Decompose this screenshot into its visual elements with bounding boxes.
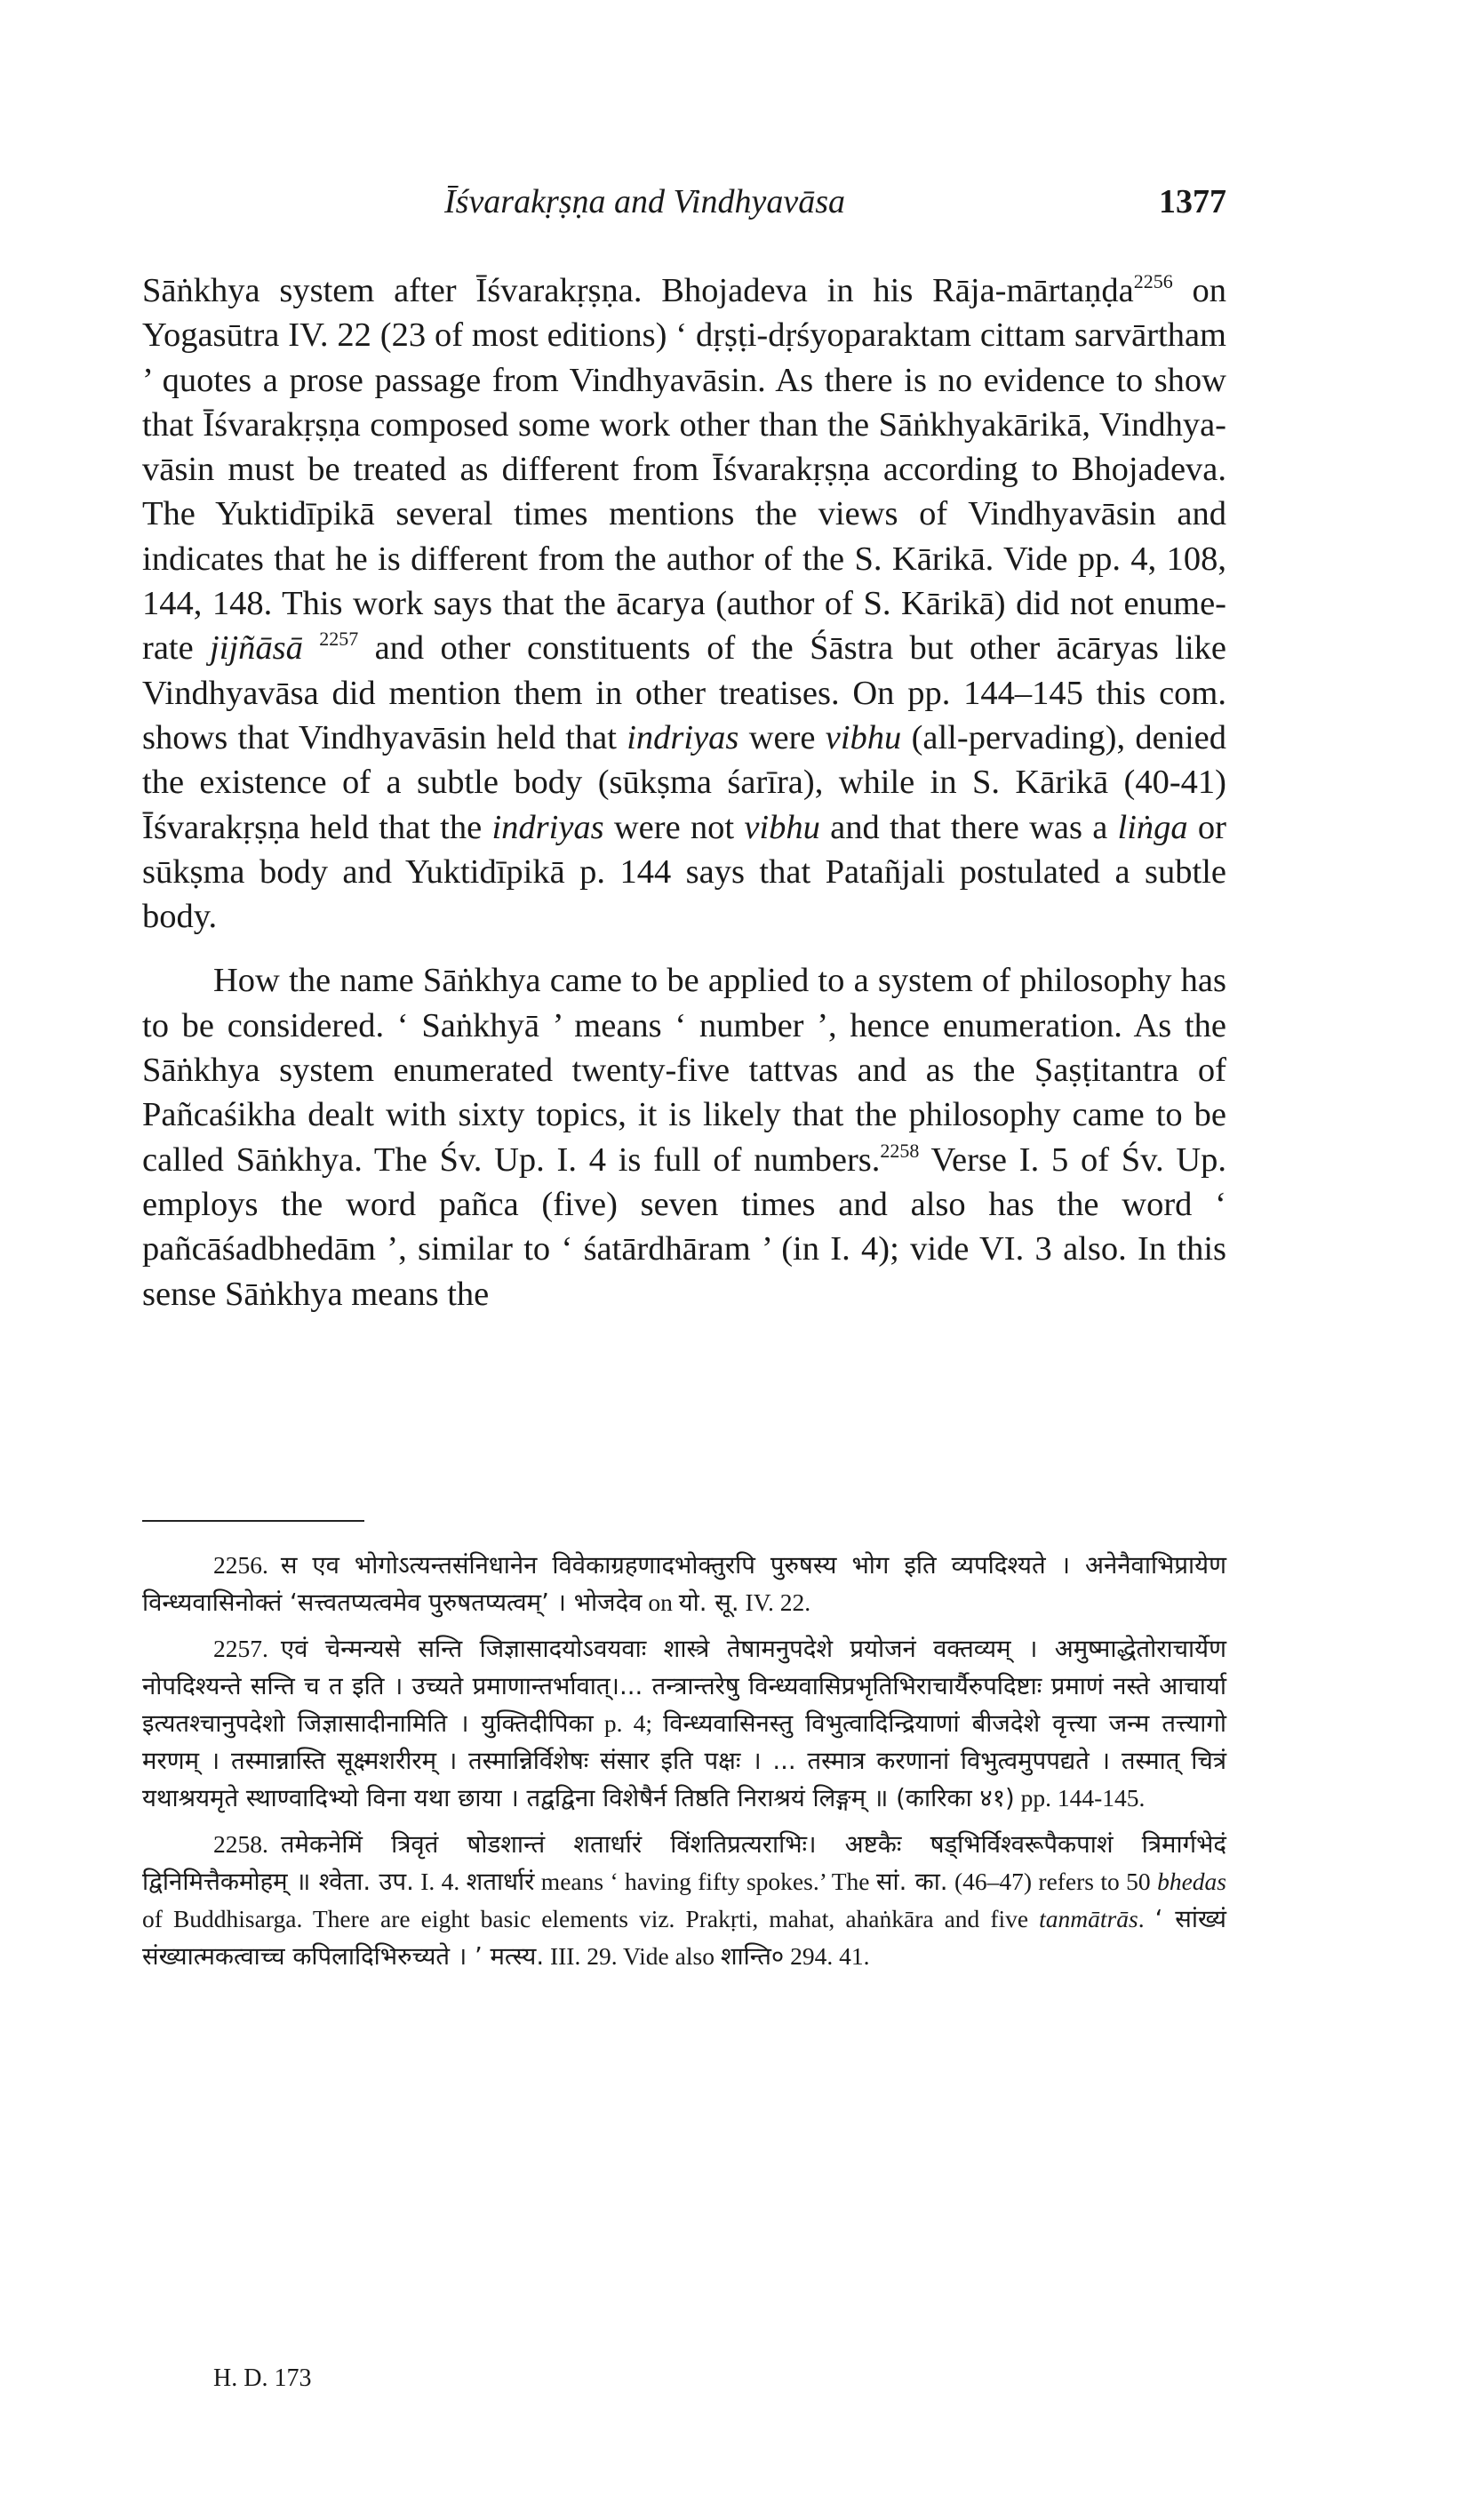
text-run: or sūkṣma body and Yuktidīpikā p. 144 says that Patañjali postulated a subtle body.: [142, 808, 1226, 936]
italic-term: liṅga: [1117, 808, 1188, 846]
text-run: and that there was a: [819, 808, 1118, 846]
paragraph: [142, 268, 1226, 939]
running-head: [142, 182, 1226, 236]
text-run: [303, 629, 319, 667]
footnote-ref: 2256: [1133, 270, 1173, 292]
footnote-number: 2256.: [213, 1551, 268, 1579]
devanagari-text: स एव भोगोऽत्यन्तसंनिधानेन विवेकाग्रहणादभोक्तुरपि पुरुषस्य भोग इति व्यपदिश्यते । अनेनैवाभिप्रायेण विन्ध्यवासिनोक्तं ‘सत्त्वतप्यत्वमेव पुरुषतप्यत्वम्’ । भोजदेव: [142, 1551, 1226, 1617]
devanagari-text: शान्ति०: [720, 1942, 785, 1971]
text-run: Verse I. 5 of Śv. Up. employs the word pañca (five) seven times and also has the word ‘ pañcāśadbhedām ’, similar to ‘ śatārdhāram ’ (in I. 4); vide VI. 3 also. In this sense Sāṅkhya means the: [142, 1140, 1226, 1313]
italic-term: vibhu: [825, 718, 902, 756]
italic-term: indriyas: [491, 808, 604, 846]
devanagari-text: तमेकनेमिं त्रिवृतं षोडशान्तं शतार्धारं विंशतिप्रत्यराभिः। अष्टकैः षड्भिर्विश्वरूपैकपाशं त्रिमार्गभेदं द्विनिमित्तैकमोहम् ॥ श्वेता. उप.: [142, 1830, 1226, 1896]
devanagari-text: एवं चेन्मन्यसे सन्ति जिज्ञासादयोऽवयवाः शास्त्रे तेषामनुपदेशे प्रयोजनं वक्तव्यम् । अमुष्माद्धेतोराचार्येण नोपदिश्यन्ते सन्ति च त इति । उच्यते प्रमाणान्तर्भावात्।... तन्त्रान्तरेषु विन्ध्यवासिप्रभृतिभिराचार्यैरुपदिष्टाः प्रमाणं नस्ते आचार्या इत्यतश्चानुपदेशो जिज्ञासादीनामिति । युक्तिदीपिका: [142, 1635, 1226, 1738]
italic-term: indriyas: [627, 718, 739, 756]
footnote: [142, 1630, 1226, 1817]
footnote-number: 2257.: [213, 1635, 268, 1662]
text-run: were: [738, 718, 826, 756]
footnote: [142, 1547, 1226, 1621]
paragraph: [142, 958, 1226, 1316]
body-text: [142, 268, 1226, 1316]
running-head-title: Īśvarakṛṣṇa and Vindhyavāsa: [444, 183, 846, 220]
italic-term: bhedas: [1157, 1868, 1226, 1895]
devanagari-text: यो. सू.: [678, 1588, 739, 1617]
footnote-rule: [142, 1520, 364, 1522]
text-run: IV. 22.: [738, 1588, 811, 1616]
italic-term: jijñāsā: [210, 629, 303, 668]
page-number: 1377: [1159, 183, 1226, 220]
text-run: (46–47) refers to 50: [947, 1868, 1158, 1895]
text-run: (all-pervading), denied the existence of a subtle body (sūkṣma śarīra), while in S. Kārikā (40-41) Īśvarakṛṣṇa held that the: [142, 718, 1226, 846]
text-run: How the name Sāṅkhya came to be applied to a system of philosophy has to be considered. ‘ Saṅkhyā ’ means ‘ number ’, hence enumeration. As the Sāṅkhya system enumerated twenty-five tattvas and as the Ṣaṣṭitantra of Pañcaśikha dealt with sixty topics, it is likely that the philosophy came to be called Sāṅkhya. The Śv. Up. I. 4 is full of numbers.: [142, 962, 1226, 1179]
italic-term: vibhu: [744, 808, 820, 846]
text-run: on: [642, 1588, 679, 1616]
italic-term: tanmātrās: [1039, 1905, 1138, 1932]
text-run: Sāṅkhya system after Īśvarakṛṣṇa. Bhojadeva in his Rāja-mārtaṇḍa: [142, 272, 1134, 309]
text-run: of Buddhisarga. There are eight basic elements viz. Prakṛti, mahat, ahaṅkāra and five: [142, 1905, 1040, 1932]
text-run: means ‘ having fifty spokes.’ The: [534, 1868, 876, 1895]
devanagari-text: ‘ सांख्यं संख्यात्मकत्वाच्च कपिलादिभिरुच्यते । ’ मत्स्य.: [142, 1905, 1227, 1971]
devanagari-text: शतार्धारं: [466, 1868, 535, 1896]
footnote-ref: 2257: [319, 628, 359, 651]
devanagari-text: सां. का.: [875, 1868, 948, 1896]
signature-mark: H. D. 173: [213, 2364, 312, 2392]
text-run: and other constituents of the Śāstra but other ācāryas like Vindhyavāsa did mention them in other treatises. On pp. 144–145 this com. shows that Vindhyavāsin held that: [142, 629, 1226, 756]
text-run: p. 4;: [593, 1709, 664, 1737]
devanagari-text: विन्ध्यवासिनस्तु विभुत्वादिन्द्रियाणां बीजदेशे वृत्त्या जन्म तत्त्यागो मरणम् । तस्मान्नास्ति सूक्ष्मशरीरम् । तस्मान्निर्विशेषः संसार इति पक्षः । ... तस्मात्र करणानां विभुत्वमुपपद्यते । तस्मात् चित्रं यथाश्रयमृते स्थाण्वादिभ्यो विना यथा छाया । तद्वद्विना विशेषैर्न तिष्ठति निराश्रयं लिङ्गम् ॥ (कारिका ४१): [142, 1709, 1227, 1812]
footnote: [142, 1826, 1226, 1975]
text-run: pp. 144-145.: [1014, 1784, 1146, 1812]
text-run: .: [1138, 1905, 1155, 1932]
text-run: III. 29. Vide also: [544, 1942, 721, 1970]
text-run: 294. 41.: [784, 1942, 870, 1970]
footnote-ref: 2258: [880, 1139, 920, 1162]
text-run: on Yogasūtra IV. 22 (23 of most editions) ‘ dṛṣṭi-dṛśyoparaktam cittam sarvārtham ’ quotes a prose passage from Vindhyavāsin. As there is no evidence to show that Īśvarakṛṣṇa composed some work other than the Sāṅkhyakārikā, Vindhya-vāsin must be treated as different from Īśvarakṛṣṇa according to Bhojadeva. The Yuktidīpikā several times mentions the views of Vindhyavāsin and indicates that he is different from the author of the S. Kārikā. Vide pp. 4, 108, 144, 148. This work says that the ācarya (author of S. Kārikā) did not enume-rate: [142, 272, 1227, 668]
footnote-number: 2258.: [213, 1830, 268, 1858]
footnotes: [142, 1547, 1226, 1984]
text-run: I. 4.: [413, 1868, 467, 1895]
text-run: were not: [603, 808, 745, 846]
